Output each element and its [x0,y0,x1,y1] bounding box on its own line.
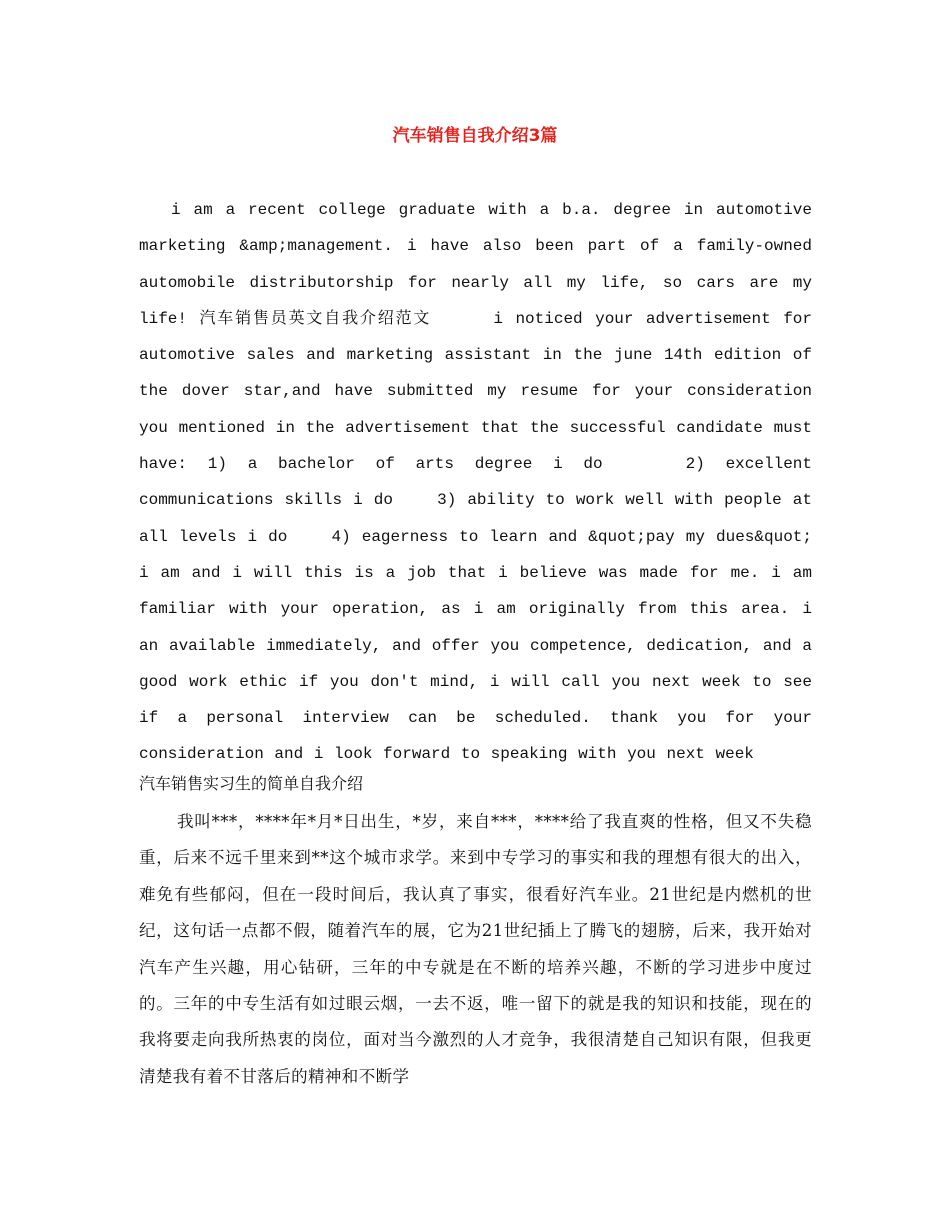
english-paragraph: i am a recent college graduate with a b.a. degree in automotive marketing &amp;management. i have also been part of a family-owned automobile distributorship for nearly all my life, so cars are my life! 汽车销售员英文自我介绍范文 i noticed your advertisement for automotive sales and marketing assistant in the june 14th edition of the dover star,and have submitted my resume for your consideration you mentioned in the advertisement that the successful candidate must have: 1) a bachelor of arts degree i do 2) excellent communications skills i do 3) ability to work well with people at all levels i do 4) eagerness to learn and &quot;pay my dues&quot; i am and i will this is a job that i believe was made for me. i am familiar with your operation, as i am originally from this area. i an available immediately, and offer you competence, dedication, and a good work ethic if you don't mind, i will call you next week to see if a personal interview can be scheduled. thank you for your consideration and i look forward to speaking with you next week [139,201,855,764]
section-heading: 汽车销售实习生的简单自我介绍 [139,774,364,793]
english-section [139,192,855,773]
chinese-paragraph: 我叫***，****年*月*日出生，*岁，来自***，****给了我直爽的性格，但又不失稳重，后来不远千里来到**这个城市求学。来到中专学习的事实和我的理想有很大的出入，难免有些郁闷，但在一段时间后，我认真了事实，很看好汽车业。21世纪是内燃机的世纪，这句话一点都不假，随着汽车的展，它为21世纪插上了腾飞的翅膀，后来，我开始对汽车产生兴趣，用心钻研，三年的中专就是在不断的培养兴趣，不断的学习进步中度过的。三年的中专生活有如过眼云烟，一去不返，唯一留下的就是我的知识和技能，现在的我将要走向我所热衷的岗位，面对当今激烈的人才竞争，我很清楚自己知识有限，但我更清楚我有着不甘落后的精神和不断学 [139,812,812,1086]
chinese-section [139,804,812,1095]
document-title: 汽车销售自我介绍3篇 [392,126,558,146]
